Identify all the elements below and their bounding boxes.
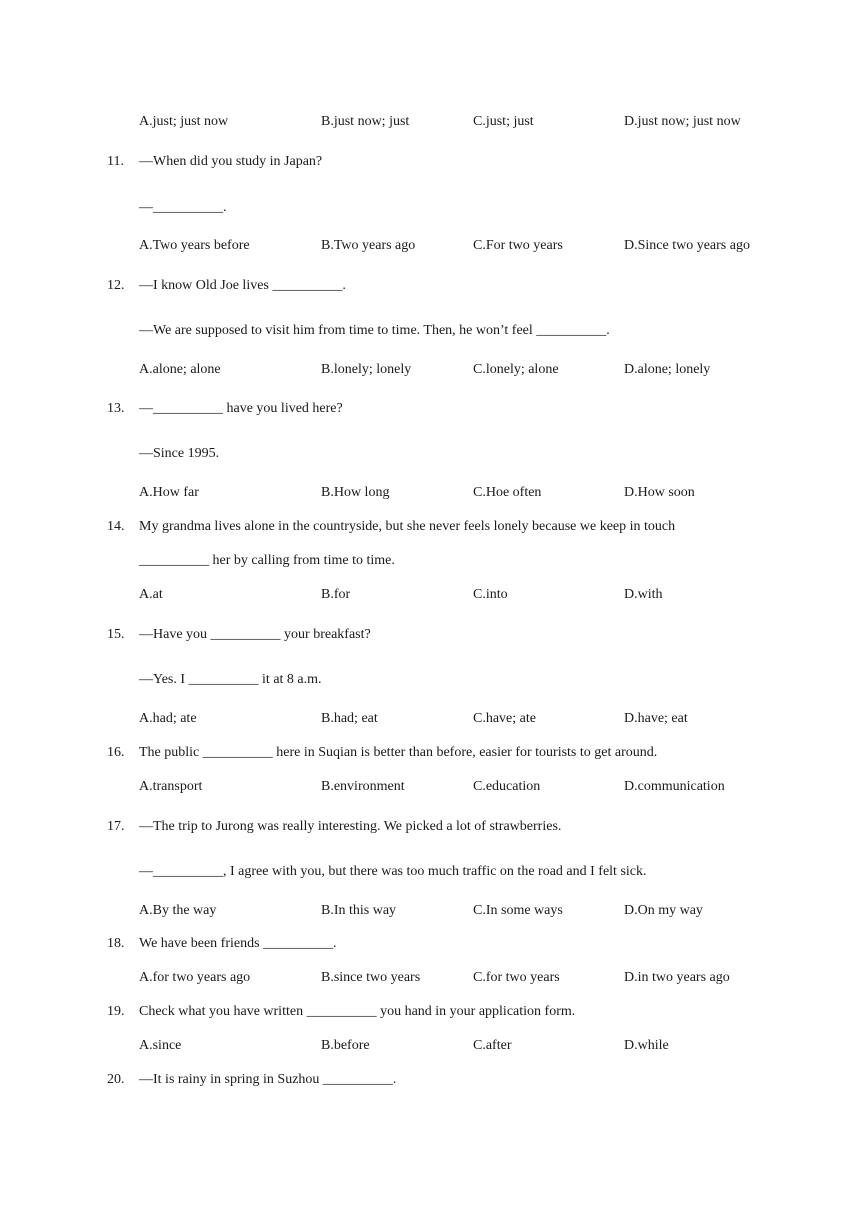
question-line: —I know Old Joe lives __________.	[139, 278, 346, 293]
option-d: D.How soon	[624, 485, 695, 500]
question-line: My grandma lives alone in the countryside, but she never feels lonely because we keep in touch	[139, 519, 676, 534]
option-b: B.In this way	[321, 903, 397, 918]
option-c: C.have; ate	[473, 711, 536, 726]
question-line: —__________ have you lived here?	[139, 401, 343, 416]
question-number: 12.	[107, 278, 125, 293]
option-a: A.Two years before	[139, 238, 250, 253]
question-line: The public __________ here in Suqian is better than before, easier for tourists to get around.	[139, 745, 658, 760]
option-c: C.lonely; alone	[473, 362, 559, 377]
option-d: D.have; eat	[624, 711, 688, 726]
option-b: B.before	[321, 1038, 370, 1053]
question-line: —The trip to Jurong was really interesting. We picked a lot of strawberries.	[139, 819, 562, 834]
option-a: A.alone; alone	[139, 362, 221, 377]
question-line: —When did you study in Japan?	[139, 154, 323, 169]
option-a: A.just; just now	[139, 114, 229, 129]
option-b: B.since two years	[321, 970, 421, 985]
option-c: C.just; just	[473, 114, 534, 129]
question-number: 19.	[107, 1004, 125, 1019]
question-number: 20.	[107, 1072, 125, 1087]
question-line: —Since 1995.	[139, 446, 220, 461]
option-b: B.for	[321, 587, 351, 602]
option-d: D.just now; just now	[624, 114, 741, 129]
option-b: B.lonely; lonely	[321, 362, 412, 377]
option-c: C.For two years	[473, 238, 563, 253]
option-d: D.while	[624, 1038, 669, 1053]
option-d: D.communication	[624, 779, 725, 794]
question-line: —__________, I agree with you, but there was too much traffic on the road and I felt sick.	[139, 864, 647, 879]
option-d: D.in two years ago	[624, 970, 730, 985]
question-number: 11.	[107, 154, 124, 169]
option-d: D.with	[624, 587, 663, 602]
question-line: —It is rainy in spring in Suzhou __________.	[139, 1072, 397, 1087]
question-number: 15.	[107, 627, 125, 642]
option-c: C.for two years	[473, 970, 560, 985]
option-a: A.at	[139, 587, 163, 602]
option-c: C.education	[473, 779, 541, 794]
option-c: C.Hoe often	[473, 485, 542, 500]
answer-blank-line: —__________.	[139, 200, 227, 215]
option-d: D.alone; lonely	[624, 362, 711, 377]
question-number: 18.	[107, 936, 125, 951]
question-number: 16.	[107, 745, 125, 760]
option-b: B.How long	[321, 485, 390, 500]
option-b: B.just now; just	[321, 114, 410, 129]
question-number: 17.	[107, 819, 125, 834]
option-a: A.had; ate	[139, 711, 197, 726]
option-c: C.into	[473, 587, 508, 602]
option-d: D.On my way	[624, 903, 703, 918]
question-number: 14.	[107, 519, 125, 534]
option-a: A.since	[139, 1038, 182, 1053]
question-line: —Have you __________ your breakfast?	[139, 627, 371, 642]
option-a: A.for two years ago	[139, 970, 251, 985]
question-line: __________ her by calling from time to time.	[139, 553, 395, 568]
option-b: B.Two years ago	[321, 238, 416, 253]
question-line: —We are supposed to visit him from time to time. Then, he won’t feel __________.	[139, 323, 610, 338]
question-line: We have been friends __________.	[139, 936, 337, 951]
option-a: A.How far	[139, 485, 199, 500]
question-line: —Yes. I __________ it at 8 a.m.	[139, 672, 322, 687]
option-c: C.In some ways	[473, 903, 563, 918]
option-b: B.environment	[321, 779, 405, 794]
option-c: C.after	[473, 1038, 512, 1053]
option-a: A.transport	[139, 779, 203, 794]
option-d: D.Since two years ago	[624, 238, 750, 253]
option-b: B.had; eat	[321, 711, 378, 726]
question-line: Check what you have written __________ you hand in your application form.	[139, 1004, 576, 1019]
option-a: A.By the way	[139, 903, 217, 918]
question-number: 13.	[107, 401, 125, 416]
